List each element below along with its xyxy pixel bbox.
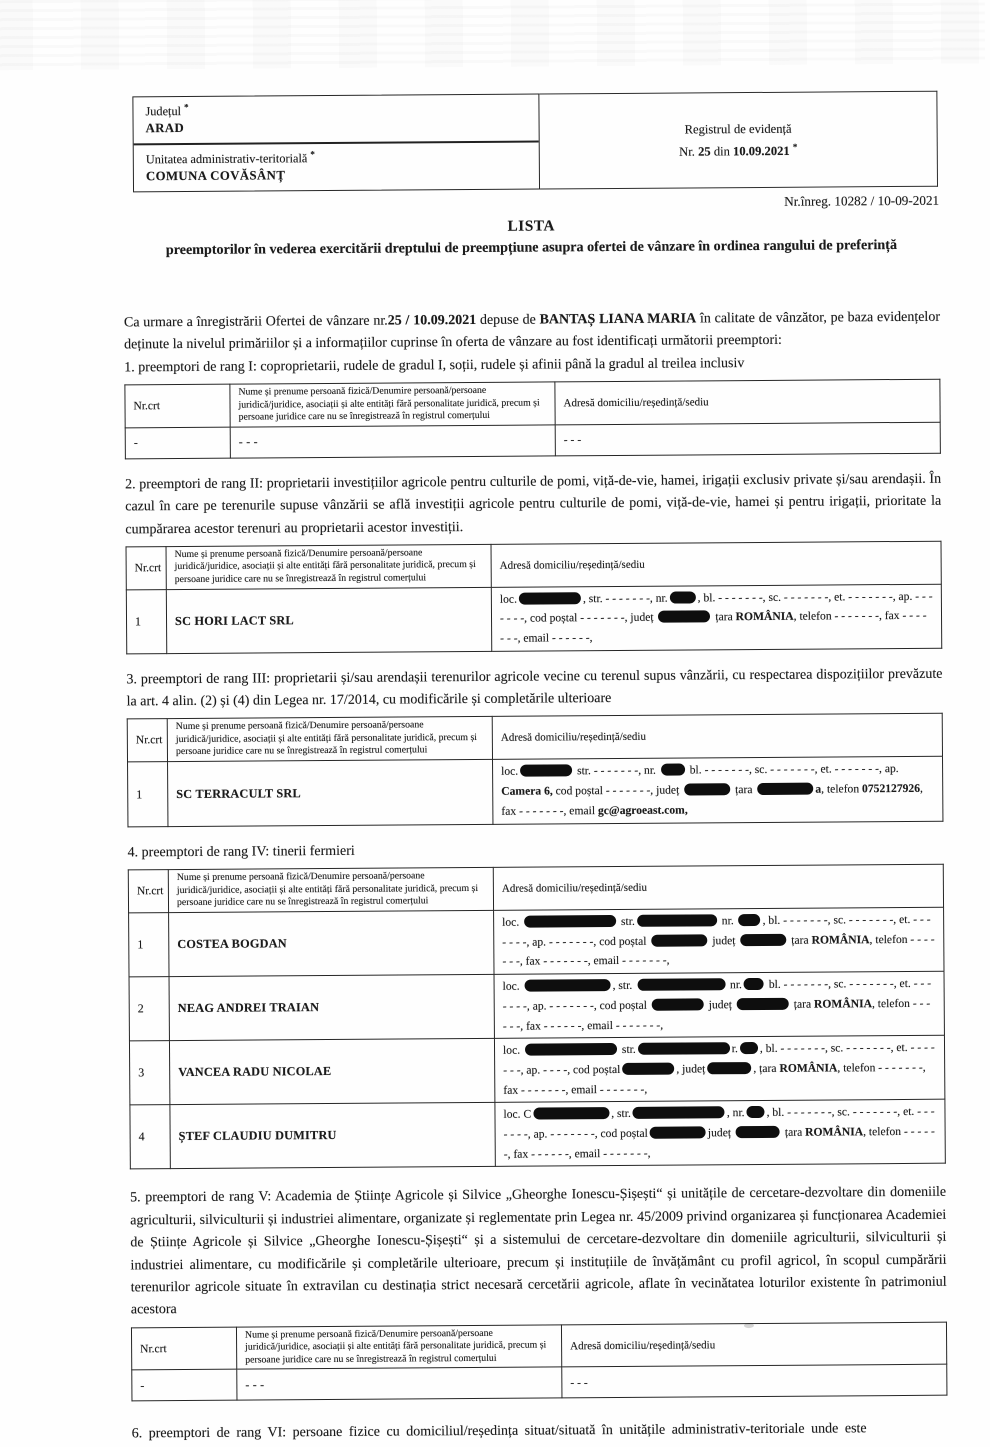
col-nr-header: Nr.crt [131,1327,236,1370]
row-number: 3 [129,1041,169,1105]
county-label: Județul * [145,101,189,119]
uat-name: COMUNA COVĂSÂNȚ [145,167,286,183]
redaction-bar [650,1126,706,1138]
redaction-bar [737,998,789,1010]
intro-paragraph: Ca urmare a înregistrării Ofertei de vânzare nr.25 / 10.09.2021 depuse de BANTAȘ LIANA MARIA în calitate de vânzător, pe baza evidențelor deținute la nivelul primăriilor și a informațiilor cuprinse în oferta de vânzare au fost identificați următorii preemptori: [123,309,941,353]
redaction-bar [519,592,581,604]
registration-number-line: Nr.înreg. 10282 / 10-09-2021 [784,192,940,209]
col-name-header: Nume și prenume persoană fizică/Denumire persoană/persoane juridică/juridice, asociații și alte entități fără personalitate juridică, precum și persoane juridice care nu se înregistrează în registrul comerțului [230,382,555,427]
section1-heading: 1. preemptori de rang I: coproprietarii, rudele de gradul I, soții, rudele și afinii până la gradul al treilea inclusiv [124,355,745,376]
redaction-bar [638,1042,730,1055]
table-header-row [128,865,943,913]
redaction-bar [707,1062,751,1074]
redaction-bar [524,915,616,928]
row-number: 4 [130,1105,170,1169]
row-number: 1 [128,762,168,827]
scan-noise [0,0,985,70]
authority-box [132,93,540,192]
row-number: - [132,1370,237,1402]
table-row [125,422,940,459]
redaction-bar [736,1126,780,1138]
col-address-header: Adresă domiciliu/reședință/sediu [491,541,941,587]
redaction-bar [622,1063,674,1075]
table-row [130,1100,945,1170]
redaction-bar [652,998,704,1010]
rank2-table [126,541,943,654]
preemptor-address: loc. , str. nr. bl. - - - - - - -, sc. - - - - - - -, et. - - - - - - -, ap. - - - - - - -, cod poștal județ țara ROMÂNIA, telefon - - - - - -, fax - - - - - -, email - - - - - - -, [494,971,944,1038]
col-name-header: Nume și prenume persoană fizică/Denumire persoană/persoane juridică/juridice, asociații și alte entități fără personalitate juridică, precum și persoane juridice care nu se înregistrează în registrul comerțului [166,544,491,589]
redaction-bar [740,1042,758,1054]
col-address-header: Adresă domiciliu/reședință/sediu [555,379,940,424]
redaction-bar [525,1043,617,1056]
registration-header-box [132,91,938,193]
section2-heading: 2. preemptori de rang II: proprietarii investițiilor agricole pentru culturile de pomi, viță-de-vie, hamei, irigații exclusiv private și/sau arendașii. În cazul în care pe terenurile supuse vânzării se află investiții agricole pentru culturile de pomi, viță-de-vie, hamei și pentru irigații, prioritate la cumpărarea acestor terenuri au proprietarii acestor investiții. [125,471,942,537]
table-row [129,971,944,1041]
rank5-table [131,1321,948,1401]
redaction-bar [651,934,707,946]
section5-heading: 5. preemptori de rang V: Academia de Științe Agricole și Silvice „Gheorghe Ionescu-Șișești“ și unitățile de cercetare-dezvoltare din domeniile agriculturii, silviculturii și industriei alimentare, organizate și reglementate prin Legea nr. 45/2009 privind organizarea și funcționarea Academiei de Științe Agricole și Silvice „Gheorghe Ionescu-Șișești“ și a sistemului de cercetare-dezvoltare din domeniile agriculturii, silviculturii și industriei alimentare, cu modificările și completările ulterioare, precum și instituțiile de învățământ cu profil agricol, în scopul cumpărării terenurilor agricole situate în extravilan cu destinația strict necesară cercetării agricole, aflate în vecinătatea loturilor existente în patrimoniul acestora [130,1185,947,1318]
redaction-bar [747,1106,765,1118]
preemptor-address: loc. , str. - - - - - - -, nr. , bl. - - - - - - -, sc. - - - - - - -, et. - - - - - - -, ap. - - - - - - -, cod poștal - - - - - - -, județ țara ROMÂNIA, telefon - - - - - - -, fax - - - - - - -, email - - - - - -, [491,584,941,651]
preemptor-name: - - - [230,425,555,458]
col-name-header: Nume și prenume persoană fizică/Denumire persoană/persoane juridică/juridice, asociații și alte entități fără personalitate juridică, precum și persoane juridice care nu se înregistrează în registrul comerțului [168,868,493,913]
registry-title: Registrul de evidență [684,121,792,137]
redaction-bar [633,1107,725,1120]
redaction-bar [757,783,813,795]
table-header-row [131,1322,946,1370]
section3-heading: 3. preemptori de rang III: proprietarii și/sau arendașii terenurilor agricole vecine cu terenul supus vânzării, cu respectarea dispozițiilor prevăzute la art. 4 alin. (2) și (4) din Legea nr. 17/2014, cu modificările și completările ulterioare [126,666,943,710]
redaction-bar [661,764,685,776]
uat-label: Unitatea administrativ-teritorială * [145,149,315,167]
redaction-bar [637,978,725,991]
redaction-bar [684,783,730,795]
table-header-row [126,541,941,589]
row-number: - [125,427,230,459]
rank4-table [128,864,946,1170]
preemptor-name: ȘTEF CLAUDIU DUMITRU [170,1103,495,1169]
redaction-bar [533,1107,609,1120]
county-name: ARAD [145,120,185,135]
preemptor-address: loc. str. nr. , bl. - - - - - - -, sc. - - - - - - -, et. - - - - - - -, ap. - - - - - - -, cod poștal județ țara ROMÂNIA, telefon - - - - - - -, fax - - - - - - -, email - - - - - - -, [494,907,944,974]
preemptor-name: - - - [237,1367,562,1400]
preemptor-address: - - - [555,422,940,456]
county-cell [133,95,538,144]
table-header-row [127,714,942,762]
preemptor-name: VANCEA RADU NICOLAE [169,1039,494,1105]
section6-heading: 6. preemptori de rang VI: persoane fizice cu domiciliul/reședința situat/situată în unitățile administrativ-teritoriale unde este [131,1421,867,1442]
document-subtitle: preemptorilor în vederea exercitării dreptului de preempțiune asupra ofertei de vânzare în ordinea rangului de preferință [165,237,898,259]
document-title: LISTA [507,217,556,235]
uat-cell [134,140,539,191]
col-address-header: Adresă domiciliu/reședință/sediu [493,865,943,911]
preemptor-name: SC TERRACULT SRL [168,759,493,826]
redaction-bar [670,591,696,603]
row-number: 1 [126,589,166,653]
section4-heading: 4. preemptori de rang IV: tinerii fermieri [127,843,355,861]
registry-number: Nr. 25 din 10.09.2021 * [679,141,798,159]
redaction-bar [525,979,611,992]
table-header-row [125,379,940,427]
preemptor-name: NEAG ANDREI TRAIAN [169,974,494,1040]
redaction-bar [739,914,761,926]
redaction-bar [740,933,786,945]
preemptor-name: COSTEA BOGDAN [169,910,494,976]
col-nr-header: Nr.crt [128,870,168,913]
col-nr-header: Nr.crt [127,719,167,762]
document-body [124,307,948,1446]
preemptor-address: loc. str. r. , bl. - - - - - - -, sc. - - - - - - -, et. - - - - - - -, ap. - - - -, cod poștal , județ , țara ROMÂNIA, telefon - - - - - - -, fax - - - - - - -, email - - - - - - -, [494,1035,944,1102]
registry-box [539,91,938,190]
redaction-bar [520,765,572,777]
col-name-header: Nume și prenume persoană fizică/Denumire persoană/persoane juridică/juridice, asociații și alte entități fără personalitate juridică, precum și persoane juridice care nu se înregistrează în registrul comerțului [236,1325,561,1370]
preemptor-name: SC HORI LACT SRL [166,587,491,653]
table-row [132,1365,947,1402]
table-row [128,756,943,827]
col-address-header: Adresă domiciliu/reședință/sediu [561,1322,946,1367]
redaction-bar [744,978,764,990]
preemptor-address: loc. str. - - - - - - -, nr. bl. - - - - - - -, sc. - - - - - - -, et. - - - - - - -, ap. Camera 6, cod poștal - - - - - - -, județ țara a, telefon 0752127926, fax - - - - - - -, email gc@agroeast.com, [493,756,943,824]
scan-speck [744,1323,754,1328]
row-number: 2 [129,977,169,1041]
col-nr-header: Nr.crt [126,547,166,590]
redaction-bar [658,611,710,623]
table-row [129,1035,944,1105]
redaction-bar [637,914,717,927]
col-name-header: Nume și prenume persoană fizică/Denumire persoană/persoane juridică/juridice, asociații și alte entități fără personalitate juridică, precum și persoane juridice care nu se înregistrează în registrul comerțului [167,717,492,762]
col-nr-header: Nr.crt [125,384,230,427]
rank3-table [127,713,944,827]
preemptor-address: loc. C , str. , nr. , bl. - - - - - - -, sc. - - - - - - -, et. - - - - - - -, ap. - - - - - - -, cod poștal județ țara ROMÂNIA, telefon - - - - - -, fax - - - - - -, email - - - - - - -, [495,1100,945,1167]
rank1-table [124,379,941,459]
preemptor-address: - - - [562,1365,947,1399]
table-row [126,584,941,654]
table-row [129,907,944,977]
row-number: 1 [129,913,169,977]
col-address-header: Adresă domiciliu/reședință/sediu [492,714,942,760]
